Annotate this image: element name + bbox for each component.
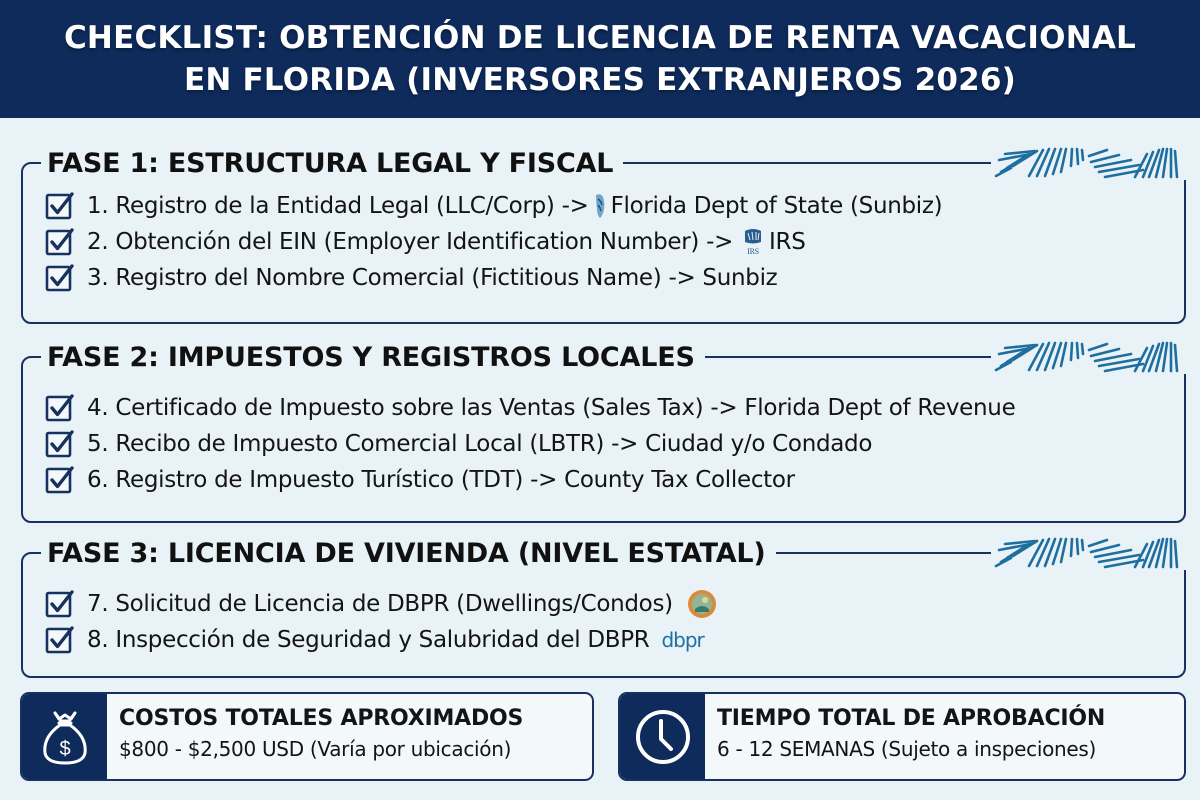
item-text: 2. Obtención del EIN (Employer Identification Number) -> [87, 229, 734, 255]
item-agency: IRS [769, 229, 806, 255]
page-header [0, 0, 1200, 118]
checkbox-checked-icon[interactable] [45, 393, 75, 423]
checklist-item-2[interactable] [45, 224, 1176, 260]
palm-leaves-icon [991, 340, 1186, 374]
cost-heading: COSTOS TOTALES APROXIMADOS [119, 706, 524, 731]
phase-2-section [21, 340, 1186, 523]
checklist-item-5[interactable] [45, 426, 1176, 462]
item-text: 3. Registro del Nombre Comercial (Fictitious Name) -> Sunbiz [87, 265, 778, 291]
checkbox-checked-icon[interactable] [45, 625, 75, 655]
time-summary-card [618, 692, 1186, 781]
phase-2-title: FASE 2: IMPUESTOS Y REGISTROS LOCALES [41, 342, 705, 373]
phase-3-section [21, 536, 1186, 678]
cost-value: $800 - $2,500 USD (Varía por ubicación) [119, 737, 512, 761]
phase-1-title: FASE 1: ESTRUCTURA LEGAL Y FISCAL [41, 148, 623, 179]
item-text: 4. Certificado de Impuesto sobre las Ventas (Sales Tax) -> Florida Dept of Revenue [87, 395, 1016, 421]
item-text: 1. Registro de la Entidad Legal (LLC/Corp) -> [87, 193, 589, 219]
checklist-item-8[interactable] [45, 622, 1176, 658]
page-title-line-2: EN FLORIDA (INVERSORES EXTRANJEROS 2026) [183, 62, 1017, 98]
svg-text:$: $ [58, 737, 71, 760]
florida-state-seal-logo [687, 589, 717, 619]
dbpr-logo: dbpr [661, 628, 704, 652]
checkbox-checked-icon[interactable] [45, 191, 75, 221]
checkbox-checked-icon[interactable] [45, 227, 75, 257]
checkbox-checked-icon[interactable] [45, 263, 75, 293]
phase-3-title: FASE 3: LICENCIA DE VIVIENDA (NIVEL ESTATAL) [41, 538, 776, 569]
palm-leaves-icon [991, 146, 1186, 180]
money-bag-icon [22, 694, 107, 779]
page-title-line-1: CHECKLIST: OBTENCIÓN DE LICENCIA DE RENTA VACACIONAL [63, 20, 1136, 56]
palm-leaves-icon [991, 536, 1186, 570]
item-text: 7. Solicitud de Licencia de DBPR (Dwellings/Condos) [87, 591, 673, 617]
item-agency: Florida Dept of State (Sunbiz) [610, 193, 943, 219]
item-text: 8. Inspección de Seguridad y Salubridad del DBPR [87, 627, 650, 653]
checklist-item-3[interactable] [45, 260, 1176, 296]
divider [776, 552, 983, 554]
checkbox-checked-icon[interactable] [45, 465, 75, 495]
divider [623, 162, 983, 164]
phase-1-section [21, 146, 1186, 324]
irs-logo [741, 228, 765, 256]
item-text: 6. Registro de Impuesto Turístico (TDT) -> County Tax Collector [87, 467, 795, 493]
divider [705, 356, 983, 358]
checklist-item-4[interactable] [45, 390, 1176, 426]
item-text: 5. Recibo de Impuesto Comercial Local (LBTR) -> Ciudad y/o Condado [87, 431, 873, 457]
time-heading: TIEMPO TOTAL DE APROBACIÓN [717, 706, 1106, 731]
checkbox-checked-icon[interactable] [45, 589, 75, 619]
florida-dept-state-logo [593, 193, 607, 219]
time-value: 6 - 12 SEMANAS (Sujeto a inspeciones) [717, 737, 1097, 761]
clock-icon [620, 694, 705, 779]
cost-summary-card [20, 692, 594, 781]
svg-text:IRS: IRS [747, 247, 759, 256]
checklist-item-1[interactable] [45, 188, 1176, 224]
checklist-item-6[interactable] [45, 462, 1176, 498]
checklist-item-7[interactable] [45, 586, 1176, 622]
checkbox-checked-icon[interactable] [45, 429, 75, 459]
